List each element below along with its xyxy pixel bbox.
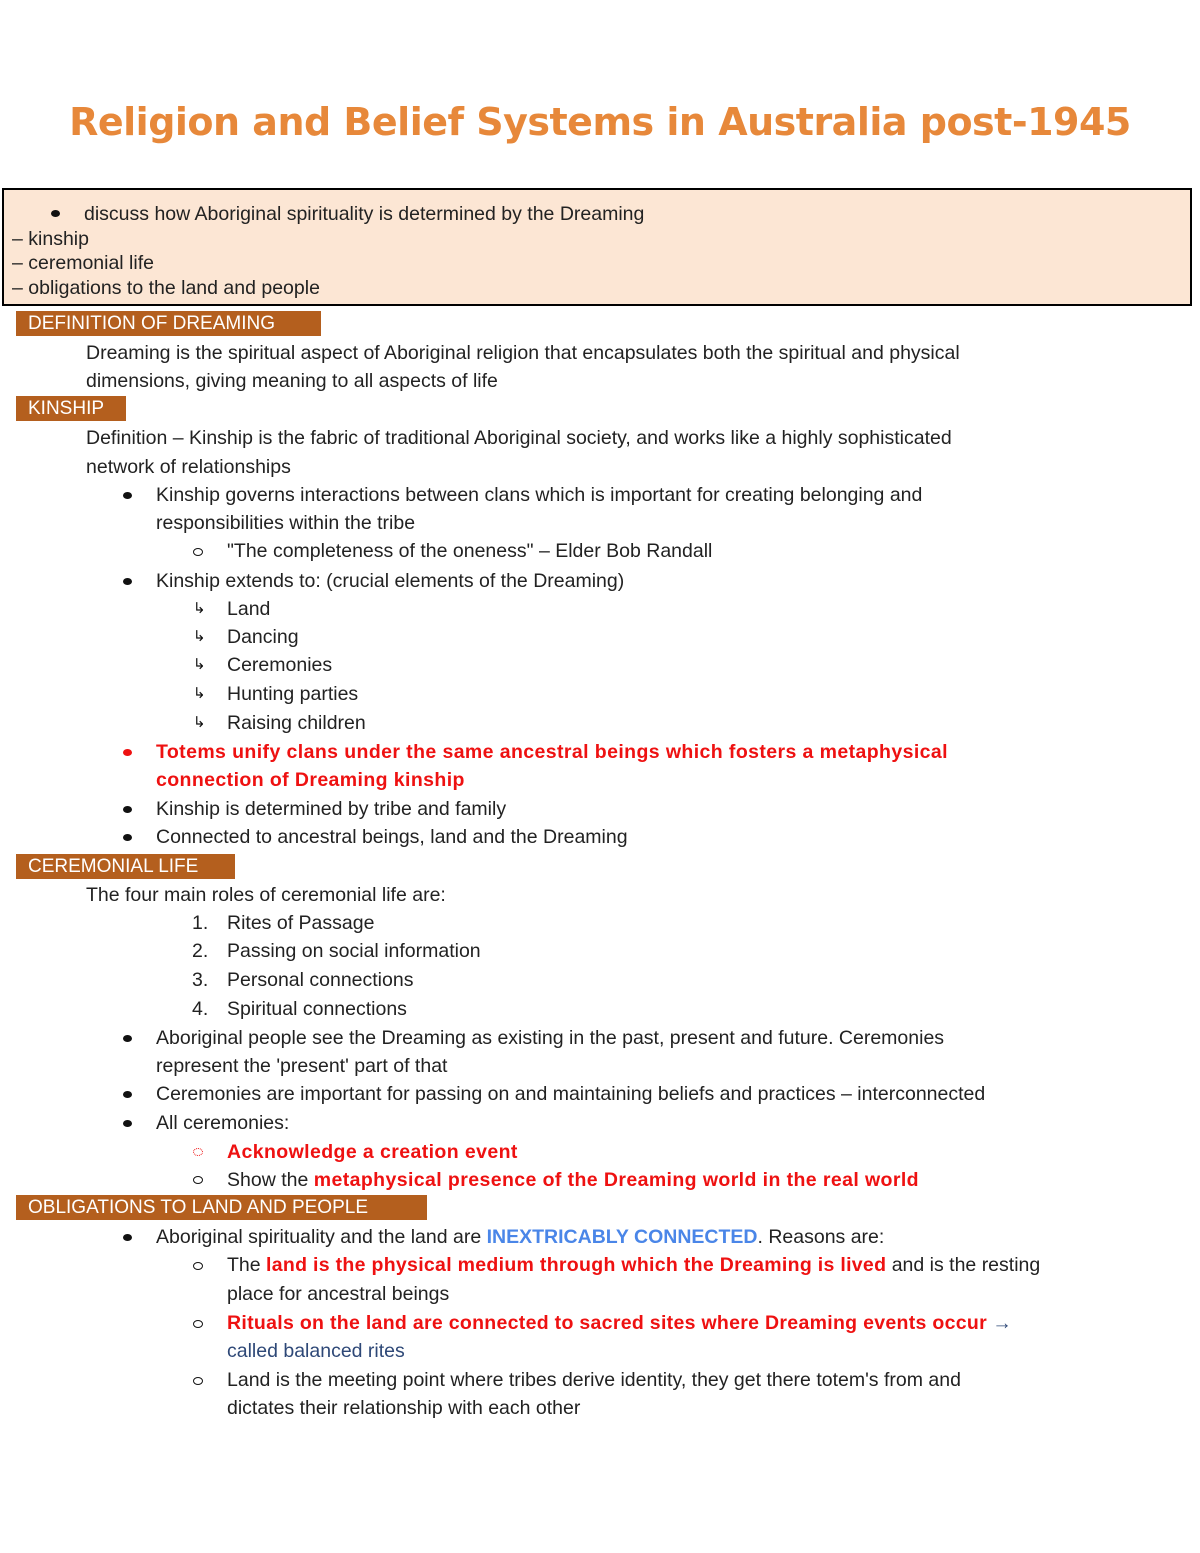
plain-text: . Reasons are: [757,1226,885,1248]
turn-arrow-icon: ↳ [193,685,206,702]
arrow-text: → [987,1312,1012,1334]
list-number: 1. [192,912,209,934]
definition-text: dimensions, giving meaning to all aspects of life [86,370,498,392]
page-title: Religion and Belief Systems in Australia post-1945 [69,100,1131,144]
emphasis-text: land is the physical medium through which the Dreaming is lived [266,1254,887,1276]
plain-text: Show the [227,1169,314,1191]
bullet-icon [123,749,132,756]
list-item: represent the 'present' part of that [156,1055,448,1077]
bullet-icon [123,1120,132,1127]
section-heading-definition: DEFINITION OF DREAMING [16,311,321,336]
list-item: All ceremonies: [156,1112,290,1134]
section-heading-ceremonial: CEREMONIAL LIFE [16,854,235,879]
role-item: Rites of Passage [227,912,375,934]
emphasis-text: metaphysical presence of the Dreaming world in the real world [313,1169,919,1191]
bullet-icon [123,1234,132,1241]
turn-arrow-icon: ↳ [193,656,206,673]
hollow-bullet-icon [193,1262,203,1270]
bullet-icon [123,578,132,585]
role-item: Personal connections [227,969,414,991]
kinship-definition: Definition – Kinship is the fabric of traditional Aboriginal society, and works like a highly sophisticated [86,427,952,449]
syllabus-sub-point: – kinship [12,228,89,250]
emphasis-text: Rituals on the land are connected to sacred sites where Dreaming events occur [227,1312,987,1334]
list-number: 2. [192,940,209,962]
hollow-bullet-icon [193,1148,203,1156]
emphasis-item: connection of Dreaming kinship [156,769,465,791]
list-item: Kinship extends to: (crucial elements of the Dreaming) [156,570,625,592]
ceremonial-intro: The four main roles of ceremonial life are: [86,884,446,906]
list-item: place for ancestral beings [227,1283,450,1305]
turn-arrow-icon: ↳ [193,628,206,645]
role-item: Spiritual connections [227,998,407,1020]
definition-text: Dreaming is the spiritual aspect of Aboriginal religion that encapsulates both the spiritual and physical [86,342,960,364]
list-item [227,1251,1040,1279]
list-item: Kinship governs interactions between clans which is important for creating belonging and [156,484,923,506]
syllabus-sub-point: – ceremonial life [12,252,154,274]
emphasis-text: INEXTRICABLY CONNECTED [486,1226,758,1248]
hollow-bullet-icon [193,1176,203,1184]
bullet-icon [123,834,132,841]
extends-item: Land [227,598,271,620]
list-item: called balanced rites [227,1340,405,1362]
hollow-bullet-icon [193,548,203,556]
extends-item: Hunting parties [227,683,359,705]
list-number: 3. [192,969,209,991]
list-item: Connected to ancestral beings, land and the Dreaming [156,826,628,848]
bullet-icon [123,1091,132,1098]
list-item: Land is the meeting point where tribes derive identity, they get there totem's from and [227,1369,961,1391]
bullet-icon [123,806,132,813]
emphasis-item: Acknowledge a creation event [227,1141,518,1163]
quote-item: "The completeness of the oneness" – Elder Bob Randall [227,540,713,562]
plain-text: The [227,1254,267,1276]
kinship-definition: network of relationships [86,456,291,478]
bullet-icon [123,492,132,499]
plain-text: Aboriginal spirituality and the land are [156,1226,487,1248]
extends-item: Ceremonies [227,654,333,676]
list-item: Kinship is determined by tribe and family [156,798,507,820]
list-item [227,1166,919,1194]
turn-arrow-icon: ↳ [193,600,206,617]
bullet-icon [51,210,60,217]
hollow-bullet-icon [193,1377,203,1385]
syllabus-dot-point: discuss how Aboriginal spirituality is determined by the Dreaming [84,203,645,225]
syllabus-sub-point: – obligations to the land and people [12,277,320,299]
syllabus-box [2,188,1192,306]
list-item [227,1309,1012,1337]
list-number: 4. [192,998,209,1020]
bullet-icon [123,1035,132,1042]
list-item: responsibilities within the tribe [156,512,416,534]
section-heading-obligations: OBLIGATIONS TO LAND AND PEOPLE [16,1195,427,1220]
role-item: Passing on social information [227,940,481,962]
hollow-bullet-icon [193,1320,203,1328]
extends-item: Raising children [227,712,366,734]
turn-arrow-icon: ↳ [193,714,206,731]
list-item: dictates their relationship with each other [227,1397,581,1419]
emphasis-item: Totems unify clans under the same ancestral beings which fosters a metaphysical [156,741,948,763]
plain-text: and is the resting [886,1254,1041,1276]
list-item [156,1223,884,1251]
section-heading-kinship: KINSHIP [16,396,126,421]
extends-item: Dancing [227,626,299,648]
list-item: Ceremonies are important for passing on and maintaining beliefs and practices – interconnected [156,1083,986,1105]
list-item: Aboriginal people see the Dreaming as existing in the past, present and future. Ceremonies [156,1027,945,1049]
